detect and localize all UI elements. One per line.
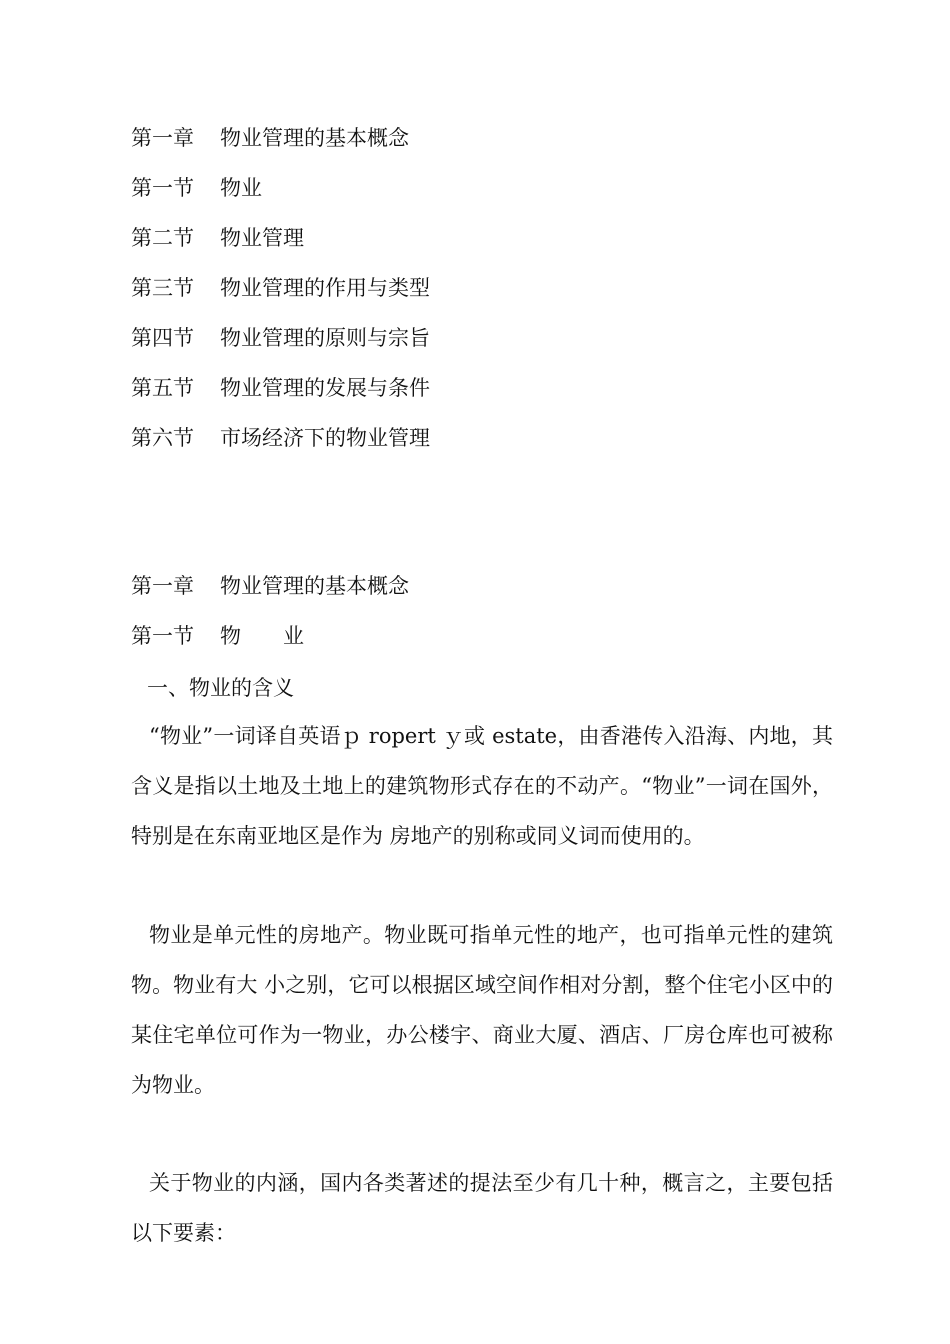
subsection-heading: 一、物业的含义 bbox=[147, 676, 294, 700]
paragraph: 关于物业的内涵，国内各类著述的提法至少有几十种，概言之，主要包括以下要素： bbox=[131, 1171, 833, 1245]
toc-entry bbox=[131, 168, 831, 218]
toc-entry-number: 第二节 bbox=[131, 226, 194, 250]
toc-entry bbox=[131, 418, 831, 468]
toc-entry-number: 第五节 bbox=[131, 376, 194, 400]
table-of-contents bbox=[131, 118, 831, 468]
paragraph: “物业”一词译自英语ｐ ropert ｙ或 estate，由香港传入沿海、内地，其含义是指以土地及土地上的建筑物形式存在的不动产。“物业”一词在国外，特别是在东南亚地区是作为 房地产的别称或同义词而使用的。 bbox=[131, 724, 833, 848]
toc-entry bbox=[131, 268, 831, 318]
section-title: 物 业 bbox=[220, 624, 304, 648]
toc-entry-title: 物业管理的原则与宗旨 bbox=[220, 326, 430, 350]
section-heading bbox=[131, 616, 831, 666]
toc-entry bbox=[131, 218, 831, 268]
paragraph: 物业是单元性的房地产。物业既可指单元性的地产，也可指单元性的建筑物。物业有大 小之别，它可以根据区域空间作相对分割，整个住宅小区中的某住宅单位可作为一物业，办公楼宇、商业大厦、酒店、厂房仓库也可被称为物业。 bbox=[131, 923, 833, 1097]
toc-entry-title: 市场经济下的物业管理 bbox=[220, 426, 430, 450]
toc-entry-title: 物业 bbox=[220, 176, 262, 200]
chapter-number: 第一章 bbox=[131, 574, 194, 598]
toc-entry-title: 物业管理的发展与条件 bbox=[220, 376, 430, 400]
toc-entry-number: 第一章 bbox=[131, 126, 194, 150]
toc-entry bbox=[131, 118, 831, 168]
toc-entry-title: 物业管理的基本概念 bbox=[220, 126, 409, 150]
chapter-heading bbox=[131, 566, 831, 616]
chapter-title: 物业管理的基本概念 bbox=[220, 574, 409, 598]
toc-entry-number: 第一节 bbox=[131, 176, 194, 200]
toc-entry-number: 第三节 bbox=[131, 276, 194, 300]
toc-entry-title: 物业管理 bbox=[220, 226, 304, 250]
toc-entry bbox=[131, 368, 831, 418]
toc-entry-number: 第四节 bbox=[131, 326, 194, 350]
toc-entry-number: 第六节 bbox=[131, 426, 194, 450]
section-number: 第一节 bbox=[131, 624, 194, 648]
body-headings bbox=[131, 566, 831, 666]
toc-entry-title: 物业管理的作用与类型 bbox=[220, 276, 430, 300]
toc-entry bbox=[131, 318, 831, 368]
